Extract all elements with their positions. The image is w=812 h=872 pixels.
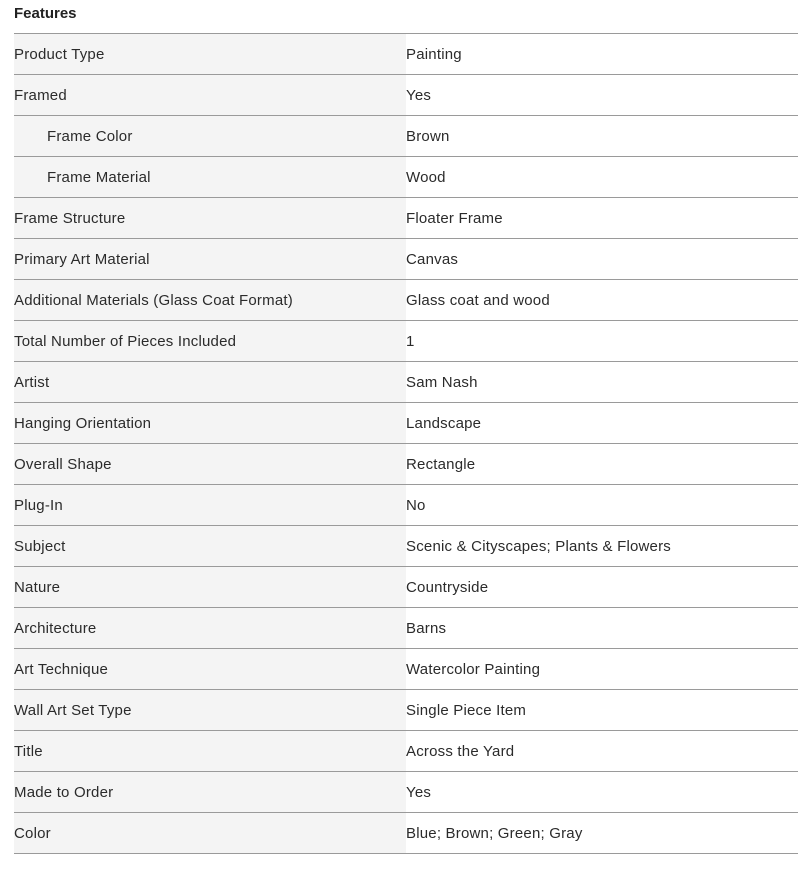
feature-value: Brown bbox=[406, 116, 798, 157]
table-row bbox=[14, 239, 798, 280]
feature-value: Landscape bbox=[406, 403, 798, 444]
table-row bbox=[14, 772, 798, 813]
feature-name: Frame Material bbox=[14, 157, 406, 198]
feature-name: Total Number of Pieces Included bbox=[14, 321, 406, 362]
table-row bbox=[14, 690, 798, 731]
feature-name: Subject bbox=[14, 526, 406, 567]
feature-value: Scenic & Cityscapes; Plants & Flowers bbox=[406, 526, 798, 567]
feature-value: Countryside bbox=[406, 567, 798, 608]
table-row bbox=[14, 608, 798, 649]
feature-name: Framed bbox=[14, 75, 406, 116]
table-row bbox=[14, 116, 798, 157]
feature-name: Frame Color bbox=[14, 116, 406, 157]
table-row bbox=[14, 362, 798, 403]
table-row bbox=[14, 444, 798, 485]
feature-name: Frame Structure bbox=[14, 198, 406, 239]
table-row bbox=[14, 649, 798, 690]
table-row bbox=[14, 567, 798, 608]
feature-name: Artist bbox=[14, 362, 406, 403]
feature-value: No bbox=[406, 485, 798, 526]
feature-name: Made to Order bbox=[14, 772, 406, 813]
table-row bbox=[14, 280, 798, 321]
feature-value: Floater Frame bbox=[406, 198, 798, 239]
feature-name: Wall Art Set Type bbox=[14, 690, 406, 731]
feature-name: Hanging Orientation bbox=[14, 403, 406, 444]
feature-name: Art Technique bbox=[14, 649, 406, 690]
section-title: Features bbox=[14, 5, 77, 22]
feature-value: Rectangle bbox=[406, 444, 798, 485]
feature-name: Title bbox=[14, 731, 406, 772]
feature-value: Single Piece Item bbox=[406, 690, 798, 731]
table-row bbox=[14, 157, 798, 198]
feature-name: Nature bbox=[14, 567, 406, 608]
feature-value: Watercolor Painting bbox=[406, 649, 798, 690]
feature-value: Glass coat and wood bbox=[406, 280, 798, 321]
feature-name: Additional Materials (Glass Coat Format) bbox=[14, 280, 406, 321]
table-row bbox=[14, 813, 798, 854]
feature-value: 1 bbox=[406, 321, 798, 362]
feature-value: Blue; Brown; Green; Gray bbox=[406, 813, 798, 854]
feature-value: Canvas bbox=[406, 239, 798, 280]
feature-value: Across the Yard bbox=[406, 731, 798, 772]
table-row bbox=[14, 731, 798, 772]
table-row bbox=[14, 198, 798, 239]
feature-name: Plug-In bbox=[14, 485, 406, 526]
features-table bbox=[14, 33, 798, 854]
table-row bbox=[14, 75, 798, 116]
feature-value: Barns bbox=[406, 608, 798, 649]
feature-value: Wood bbox=[406, 157, 798, 198]
table-row bbox=[14, 321, 798, 362]
table-row bbox=[14, 34, 798, 75]
feature-name: Primary Art Material bbox=[14, 239, 406, 280]
table-row bbox=[14, 526, 798, 567]
feature-name: Product Type bbox=[14, 34, 406, 75]
feature-name: Overall Shape bbox=[14, 444, 406, 485]
features-table-body bbox=[14, 34, 798, 854]
feature-value: Sam Nash bbox=[406, 362, 798, 403]
feature-value: Yes bbox=[406, 75, 798, 116]
feature-name: Color bbox=[14, 813, 406, 854]
table-row bbox=[14, 403, 798, 444]
feature-value: Yes bbox=[406, 772, 798, 813]
feature-name: Architecture bbox=[14, 608, 406, 649]
feature-value: Painting bbox=[406, 34, 798, 75]
table-row bbox=[14, 485, 798, 526]
